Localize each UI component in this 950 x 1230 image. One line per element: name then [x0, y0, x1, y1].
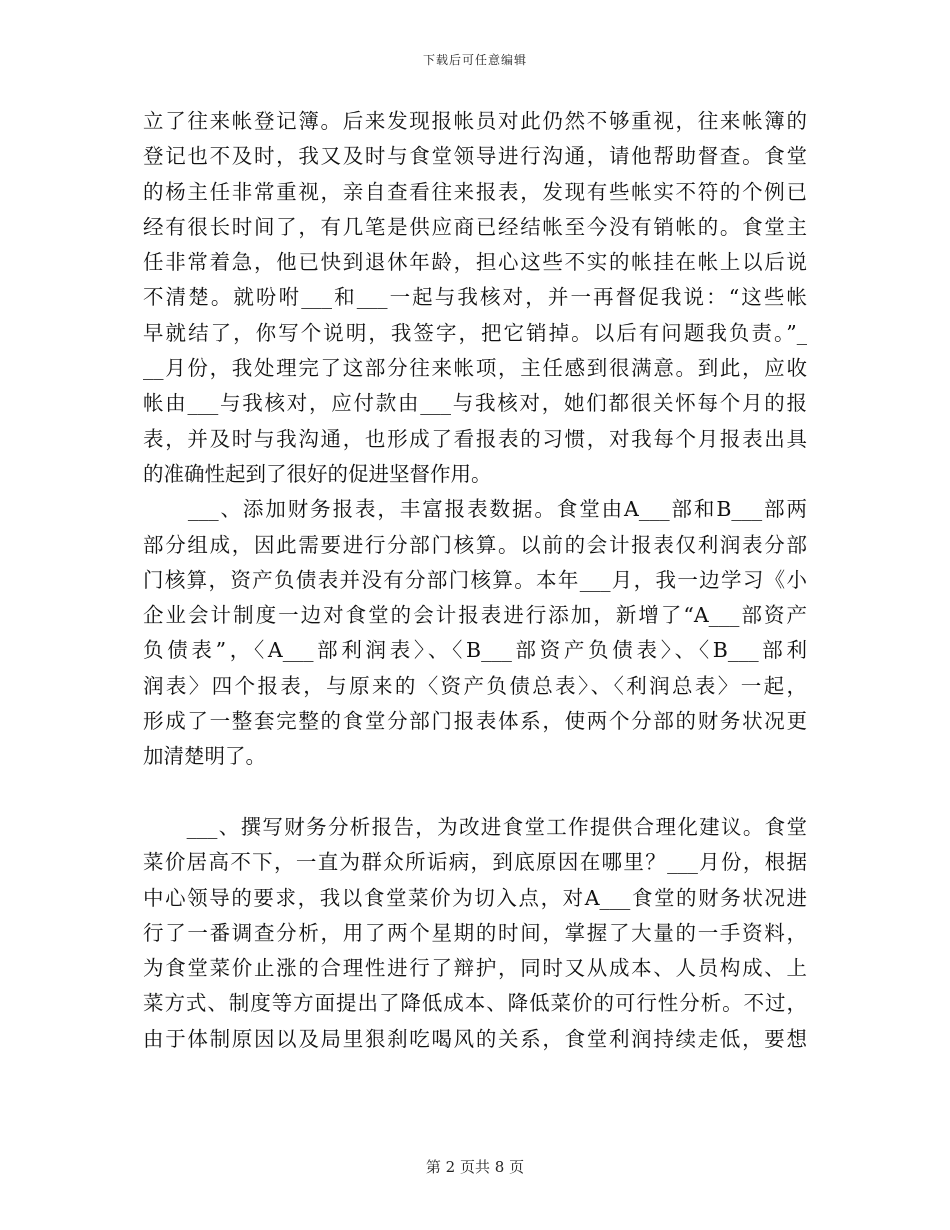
body-line: 菜方式、制度等方面提出了降低成本、降低菜价的可行性分析。不过， [143, 991, 807, 1016]
body-line [143, 775, 807, 810]
body-line: 为食堂菜价止涨的合理性进行了辩护，同时又从成本、人员构成、上 [143, 956, 807, 981]
body-line: 登记也不及时，我又及时与食堂领导进行沟通，请他帮助督查。食堂 [143, 144, 807, 169]
body-line: 的杨主任非常重视，亲自查看往来报表，发现有些帐实不符的个例已 [143, 179, 807, 204]
body-line: 不清楚。就吩咐___和___一起与我核对，并一再督促我说：“这些帐 [143, 285, 807, 310]
body-line: ___、添加财务报表，丰富报表数据。食堂由A___部和B___部两 [143, 497, 807, 522]
body-line: 行了一番调查分析，用了两个星期的时间，掌握了大量的一手资料， [143, 920, 807, 945]
body-line: 润表〉四个报表，与原来的〈资产负债总表〉、〈利润总表〉一起， [143, 673, 807, 698]
page-footer: 第 2 页共 8 页 [425, 1158, 525, 1176]
body-line: 加清楚明了。 [143, 744, 266, 769]
body-line: 早就结了，你写个说明，我签字，把它销掉。以后有问题我负责。”_ [143, 320, 807, 345]
body-line: 菜价居高不下，一直为群众所诟病，到底原因在哪里？___月份，根据 [143, 850, 807, 875]
body-line: 负债表”，〈A___部利润表〉、〈B___部资产负债表〉、〈B___部利 [143, 638, 807, 663]
body-line: 帐由___与我核对，应付款由___与我核对，她们都很关怀每个月的报 [143, 391, 807, 416]
body-line: 中心领导的要求，我以食堂菜价为切入点，对A___食堂的财务状况进 [143, 885, 807, 910]
body-line: 立了往来帐登记簿。后来发现报帐员对此仍然不够重视，往来帐簿的 [143, 109, 807, 133]
body-line: 企业会计制度一边对食堂的会计报表进行添加，新增了“A___部资产 [143, 603, 807, 628]
body-line: 表，并及时与我沟通，也形成了看报表的习惯，对我每个月报表出具 [143, 426, 807, 451]
body-line: 任非常着急，他已快到退休年龄，担心这些不实的帐挂在帐上以后说 [143, 250, 807, 275]
body-line: ___、撰写财务分析报告，为改进食堂工作提供合理化建议。食堂 [143, 814, 807, 839]
body-line: 由于体制原因以及局里狠刹吃喝风的关系，食堂利润持续走低，要想 [143, 1026, 807, 1051]
body-line: 形成了一整套完整的食堂分部门报表体系，使两个分部的财务状况更 [143, 709, 807, 734]
body-line: 经有很长时间了，有几笔是供应商已经结帐至今没有销帐的。食堂主 [143, 214, 807, 239]
body-line: 门核算，资产负债表并没有分部门核算。本年___月，我一边学习《小 [143, 567, 807, 592]
body-line: 的准确性起到了很好的促进坚督作用。 [143, 461, 492, 486]
body-line: 部分组成，因此需要进行分部门核算。以前的会计报表仅利润表分部 [143, 532, 807, 557]
body-line: __月份，我处理完了这部分往来帐项，主任感到很满意。到此，应收 [143, 356, 807, 381]
document-body [143, 104, 807, 1057]
page-header: 下载后可任意编辑 [422, 53, 527, 67]
